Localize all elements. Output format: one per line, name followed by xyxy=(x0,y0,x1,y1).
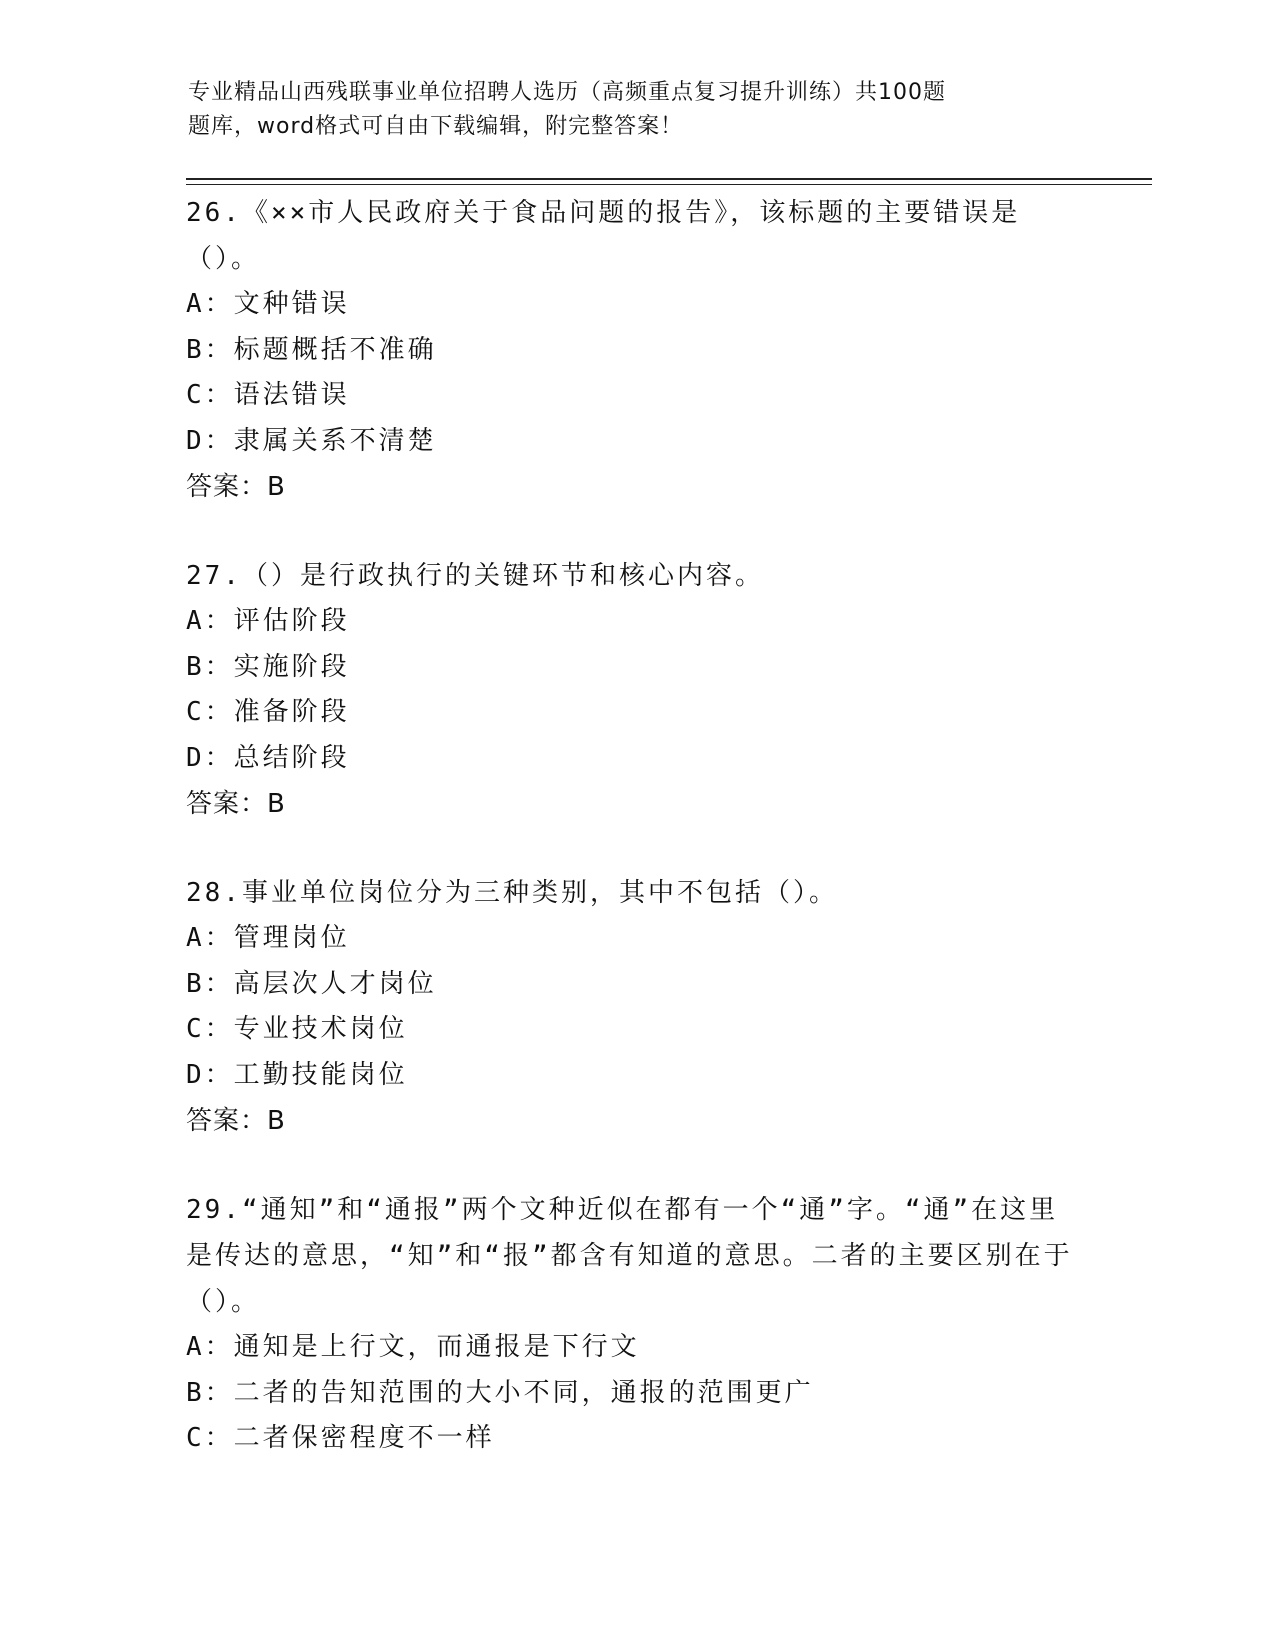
option-b: B：高层次人才岗位 xyxy=(186,968,437,999)
document-header xyxy=(188,76,1028,144)
option-d: D：总结阶段 xyxy=(186,742,350,773)
option-c: C：语法错误 xyxy=(186,380,350,410)
question-26 xyxy=(186,190,1086,510)
option-c: C：专业技术岗位 xyxy=(186,1014,408,1044)
question-stem: 26.《××市人民政府关于食品问题的报告》，该标题的主要错误是（）。 xyxy=(186,198,1021,274)
answer: 答案：B xyxy=(186,1106,286,1136)
option-a: A：文种错误 xyxy=(186,289,350,319)
option-b: B：二者的告知范围的大小不同，通报的范围更广 xyxy=(186,1377,814,1408)
option-b: B：标题概括不准确 xyxy=(186,334,437,365)
option-b: B：实施阶段 xyxy=(186,651,350,682)
question-stem: 28.事业单位岗位分为三种类别，其中不包括（）。 xyxy=(186,878,838,908)
question-28 xyxy=(186,870,1086,1144)
option-d: D：工勤技能岗位 xyxy=(186,1059,408,1090)
option-d: D：隶属关系不清楚 xyxy=(186,425,437,456)
question-stem: 29.“通知”和“通报”两个文种近似在都有一个“通”字。“通”在这里是传达的意思，“知”和“报”都含有知道的意思。二者的主要区别在于（）。 xyxy=(186,1195,1073,1317)
answer: 答案：B xyxy=(186,472,286,502)
option-a: A：管理岗位 xyxy=(186,923,350,953)
option-c: C：二者保密程度不一样 xyxy=(186,1423,495,1453)
header-line-1: 专业精品山西残联事业单位招聘人选历（高频重点复习提升训练）共100题 xyxy=(188,80,946,105)
answer: 答案：B xyxy=(186,789,286,819)
question-27 xyxy=(186,553,1086,827)
header-divider xyxy=(186,178,1152,185)
option-a: A：评估阶段 xyxy=(186,606,350,636)
question-list xyxy=(186,190,1086,1505)
question-stem: 27.（）是行政执行的关键环节和核心内容。 xyxy=(186,561,764,591)
option-a: A：通知是上行文，而通报是下行文 xyxy=(186,1332,640,1362)
option-c: C：准备阶段 xyxy=(186,697,350,727)
question-29 xyxy=(186,1187,1086,1462)
header-line-2: 题库，word格式可自由下载编辑，附完整答案！ xyxy=(188,114,684,139)
